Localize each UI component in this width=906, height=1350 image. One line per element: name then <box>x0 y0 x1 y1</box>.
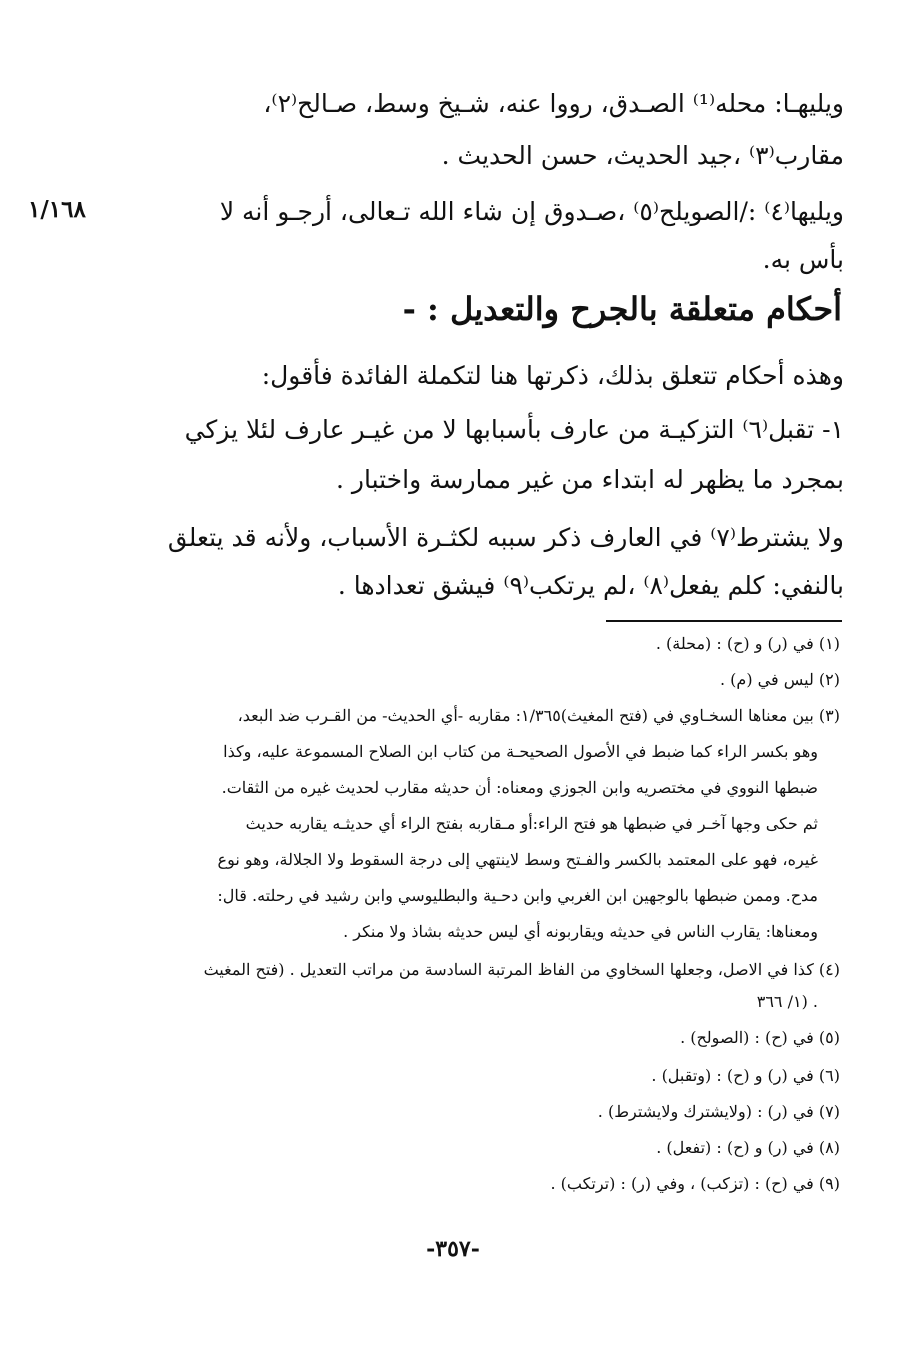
main-text-line: ويليهـا: محله⁽¹⁾ الصـدق، رووا عنه، شـيخ وسط، صـالح⁽٢⁾، <box>263 89 844 118</box>
footnote: (٥) في (ح) : (الصولح) . <box>680 1028 840 1047</box>
footnote-continuation: ومعناها: يقارب الناس في حديثه ويقاربونه أي ليس حديثه بشاذ ولا منكر . <box>343 922 818 941</box>
footnote-continuation: غيره، فهو على المعتمد بالكسر والفـتح وسط لاينتهي إلى درجة السقوط ولا الجلالة، وهو نوع <box>217 850 818 869</box>
footnote-continuation: مدح. وممن ضبطها بالوجهين ابن الغربي وابن دحـية والبطليوسي وابن رشيد في رحلته. قال: <box>217 886 818 905</box>
footnote: (٦) في (ر) و (ح) : (وتقبل) . <box>651 1066 840 1085</box>
footnote: (٣) بين معناها السخـاوي في (فتح المغيث)١/٣٦٥: مقاربه -أي الحديث- من القـرب ضد البعد، <box>237 706 840 725</box>
footnote: (١) في (ر) و (ح) : (محلة) . <box>655 634 840 653</box>
page-number: -٣٥٧- <box>426 1236 480 1262</box>
main-text-line: ولا يشترط⁽٧⁾ في العارف ذكر سببه لكثـرة الأسباب، ولأنه قد يتعلق <box>167 523 844 552</box>
section-heading: أحكام متعلقة بالجرح والتعديل : - <box>402 290 842 328</box>
main-text-line: ويليها⁽٤⁾ :/الصويلح⁽٥⁾ ،صـدوق إن شاء الله تـعالى، أرجـو أنه لا <box>219 197 844 226</box>
footnote: (٤) كذا في الاصل، وجعلها السخاوي من الفاظ المرتبة السادسة من مراتب التعديل . (فتح المغيث <box>203 960 840 979</box>
footnote-continuation: ضبطها النووي في مختصريه وابن الجوزي ومعناه: أن حديثه مقارب لحديث غيره من الثقات. <box>221 778 818 797</box>
footnote: (٩) في (ح) : (تزكب) ، وفي (ر) : (ترتكب) . <box>550 1174 840 1193</box>
main-text-line: بأس به. <box>762 245 844 274</box>
main-text-line: بالنفي: كلم يفعل⁽٨⁾ ،لم يرتكب⁽٩⁾ فيشق تعدادها . <box>337 571 844 600</box>
main-text-line: بمجرد ما يظهر له ابتداء من غير ممارسة واختبار . <box>336 465 844 494</box>
footnote-continuation: ثم حكى وجها آخـر في ضبطها هو فتح الراء:أو مـقاربه بفتح الراء أي حديثـه يقاربه حديث <box>245 814 818 833</box>
footnote: (٢) ليس في (م) . <box>720 670 840 689</box>
footnote-continuation: ١/ ٣٦٦) . <box>756 992 818 1011</box>
main-text-line: وهذه أحكام تتعلق بذلك، ذكرتها هنا لتكملة الفائدة فأقول: <box>261 361 844 390</box>
margin-page-reference: ١/١٦٨ <box>28 196 86 223</box>
footnote: (٧) في (ر) : (ولايشترك ولايشترط) . <box>597 1102 840 1121</box>
main-text-line: ١- تقبل⁽٦⁾ التزكيـة من عارف بأسبابها لا من غيـر عارف لئلا يزكي <box>184 415 844 444</box>
footnote-continuation: وهو بكسر الراء كما ضبط في الأصول الصحيحـة من كتاب ابن الصلاح المسموعة عليه، وكذا <box>223 742 818 761</box>
main-text-line: مقارب⁽٣⁾ ،جيد الحديث، حسن الحديث . <box>441 141 844 170</box>
footnote-separator <box>606 620 842 622</box>
footnote: (٨) في (ر) و (ح) : (تفعل) . <box>656 1138 840 1157</box>
